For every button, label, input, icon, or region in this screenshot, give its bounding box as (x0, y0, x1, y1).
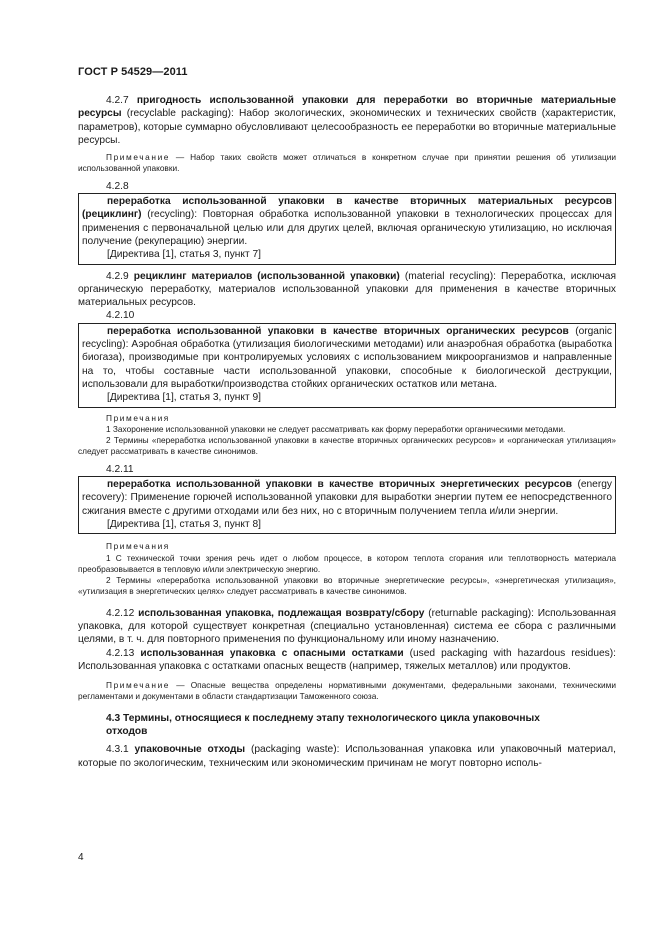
term-english: (used packaging with hazardous residues) (409, 647, 614, 659)
definition-box-4-2-11 (78, 476, 616, 534)
reference: [Директива [1], статья 3, пункт 8] (107, 518, 261, 530)
clause-4-2-13 (78, 647, 616, 674)
clause-number: 4.3.1 (106, 744, 129, 756)
note-text: — Набор таких свойств может отличаться в конкретном случае при принятии решения об утилизации использованной упаковки. (78, 152, 616, 174)
definition: : Использованная упаковка с остатками опасных веществ (например, тяжелых металлов) или продуктов. (78, 647, 616, 672)
reference: [Директива [1], статья 3, пункт 9] (107, 392, 261, 404)
note-label: Примечание (106, 152, 171, 163)
clause-4-2-12 (78, 607, 616, 647)
term-english: (recyclable packaging) (126, 108, 231, 120)
definition: : Повторная обработка использованной упаковки в технологических процессах для применения с первоначальной целью или для других целей, включая органическую утилизацию, но исключая получение (рекуперацию) энергии. (82, 209, 612, 247)
term: пригодность использованной упаковки для переработки во вторичные материальные ресурсы (78, 95, 616, 120)
term: упаковочные отходы (134, 744, 246, 756)
note-1-4-2-11: 1 С технической точки зрения речь идет о любом процессе, в котором теплота сгорания или теплотворность материала преобразовывается в тепловую и/или электрическую энергию. (78, 552, 616, 574)
document-code-header: ГОСТ Р 54529—2011 (78, 66, 188, 78)
clause-4-2-7 (78, 94, 616, 147)
note-1-4-2-10: 1 Захоронение использованной упаковки не следует рассматривать как форму переработки органическими методами. (106, 423, 566, 434)
definition: : Набор экологических, экономических и технических свойств (характеристик, параметров), которые суммарно обусловливают целесообразность ее переработки во вторичные материальные ресурсы. (78, 108, 616, 146)
definition: : Переработка, исключая органическую переработку, материалов использованной упаковки для применения в качестве вторичных материальных ресурсов. (78, 270, 616, 309)
page-number: 4 (78, 852, 84, 863)
section-heading-4-3: 4.3 Термины, относящиеся к последнему этапу технологического цикла упаковочных отходов (106, 712, 540, 738)
note-text: — Опасные вещества определены нормативными документами, федеральными законами, техническими регламентами и документами в области стандартизации Таможенного союза. (78, 680, 616, 702)
term-english: (organic recycling) (82, 325, 612, 351)
definition-box-4-2-8 (78, 193, 616, 264)
clause-number: 4.2.9 (106, 270, 129, 282)
clause-number-4-2-11: 4.2.11 (106, 463, 134, 475)
term-english: (returnable packaging) (428, 607, 532, 619)
definition: : Использованная упаковка, для которой существует конкретная (специально установленная) система ее сбора с различными целями, в т. ч. для повторного применения по функциональному или иному назначению. (78, 607, 616, 646)
note-label: Примечание (106, 680, 171, 691)
term: использованная упаковка, подлежащая возврату/сбору (138, 607, 425, 619)
note-4-2-13 (78, 680, 616, 703)
term: переработка использованной упаковки в качестве вторичных материальных ресурсов (рециклинг) (82, 196, 612, 221)
clause-number-4-2-10: 4.2.10 (106, 310, 135, 322)
clause-4-2-9 (78, 270, 616, 310)
term: переработка использованной упаковки в качестве вторичных органических ресурсов (107, 325, 569, 337)
term-english: (packaging waste) (250, 744, 337, 756)
term-english: (recycling) (147, 209, 195, 221)
notes-label-4-2-11: Примечания (106, 541, 170, 552)
page-content (78, 94, 616, 770)
term: рециклинг материалов (использованной упаковки) (133, 270, 400, 282)
clause-number: 4.2.7 (106, 95, 129, 106)
term-english: (material recycling) (404, 270, 494, 282)
definition: : Использованная упаковка или упаковочный материал, которые по экологическим, техническим или экономическим причинам не могут повторно исполь- (78, 744, 616, 769)
reference: [Директива [1], статья 3, пункт 7] (107, 249, 261, 261)
term-english: (energy recovery) (82, 479, 612, 504)
note-4-2-7 (78, 152, 616, 175)
definition-box-4-2-10 (78, 323, 616, 408)
term: использованная упаковка с опасными остатками (140, 647, 404, 659)
notes-label-4-2-10: Примечания (106, 412, 170, 423)
clause-number-4-2-8: 4.2.8 (106, 180, 129, 192)
clause-4-3-1 (78, 743, 616, 770)
term: переработка использованной упаковки в качестве вторичных энергетических ресурсов (107, 479, 573, 491)
clause-number: 4.2.13 (106, 647, 135, 659)
clause-number: 4.2.12 (106, 607, 135, 619)
definition: : Аэробная обработка (утилизация биологическими методами) или анаэробная обработка (выработка биогаза), производимые при контролируемых условиях с использованием микроорганизмов и направленные на то, чтобы составные части использованной упаковки, способные к биологической деструкции, использовали для выработки/производства стойких органических остатков или метана. (82, 339, 612, 390)
note-2-4-2-11: 2 Термины «переработка использованной упаковки во вторичные энергетические ресурсы», «энергетическая утилизация», «утилизация в энергетических целях» следует рассматривать в качестве синонимов. (78, 575, 616, 597)
note-2-4-2-10: 2 Термины «переработка использованной упаковки в качестве вторичных органических ресурсов» и «органическая утилизация» следует рассматривать в качестве синонимов. (78, 435, 616, 457)
definition: : Применение горючей использованной упаковки для выработки энергии путем ее непосредственного сжигания вместе с другими отходами или без них, но с вторичным получением тепла и/или энергии. (82, 492, 612, 517)
